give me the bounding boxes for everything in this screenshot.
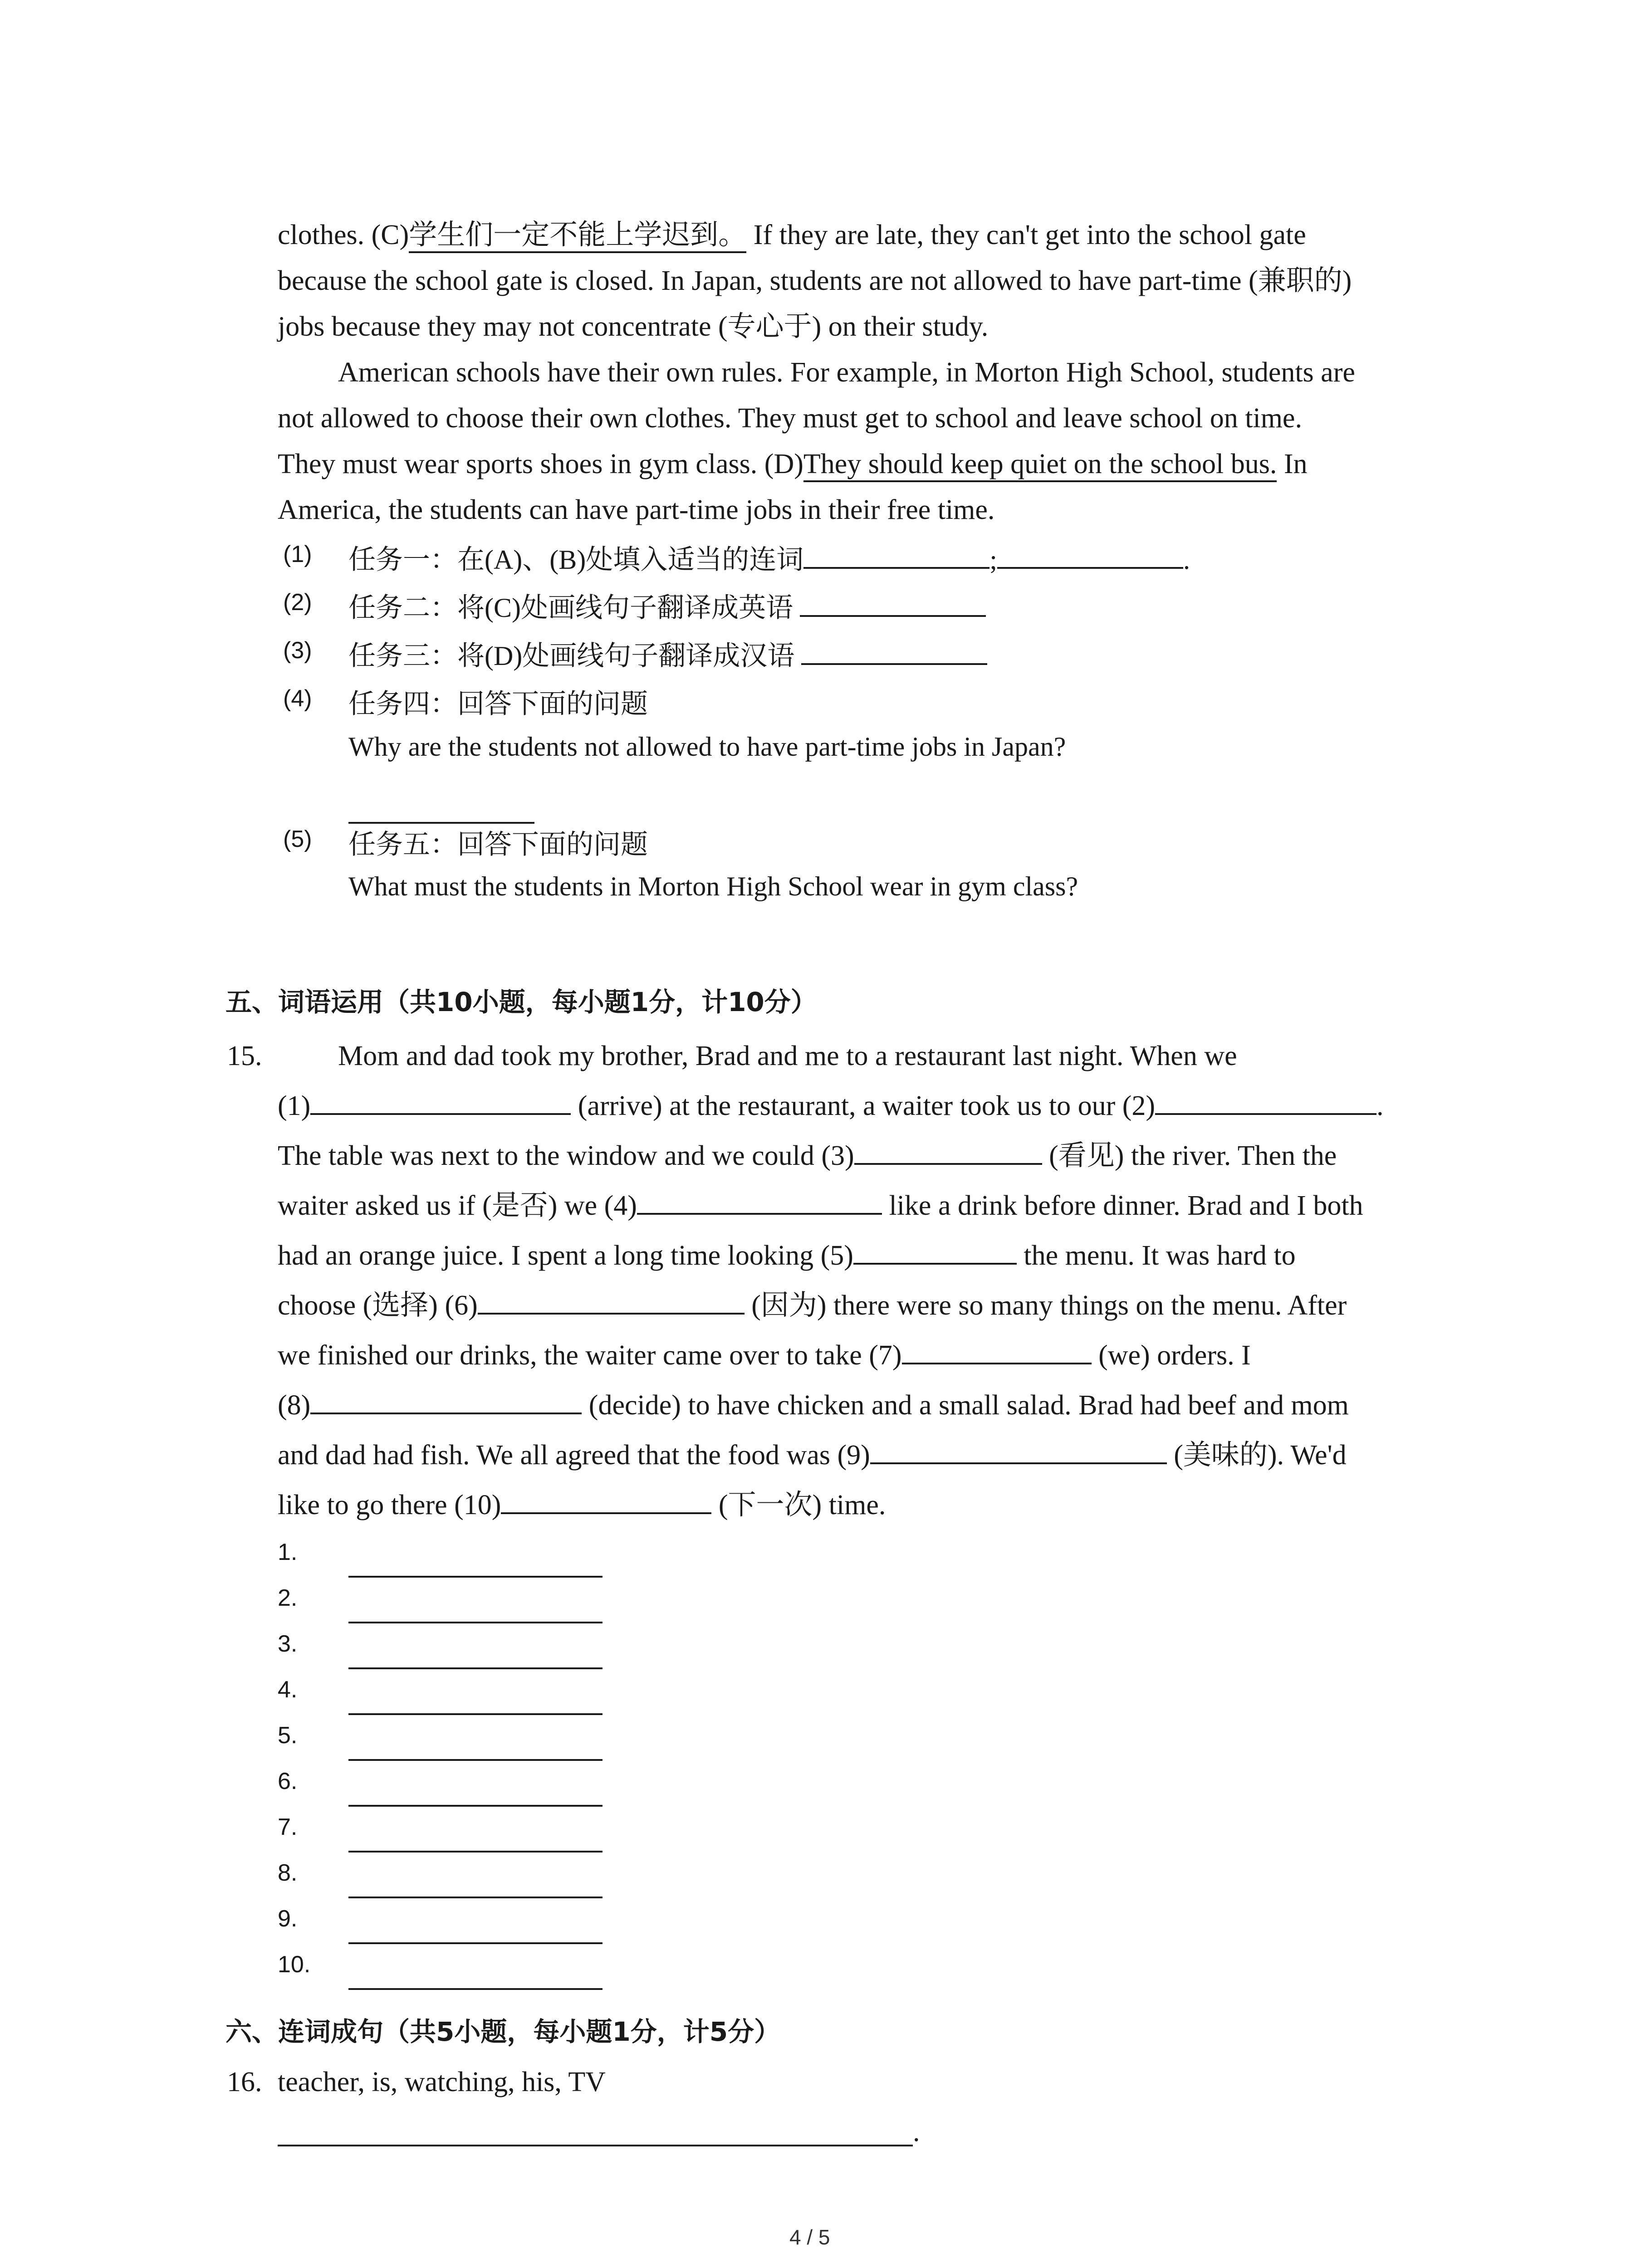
task-3-blank[interactable] — [801, 636, 987, 665]
section-5-title: 五、词语运用（共10小题，每小题1分，计10分） — [225, 987, 817, 1017]
cloze-line-1: Mom and dad took my brother, Brad and me to a restaurant last night. When we — [338, 1041, 1237, 1071]
underlined-sentence-c: 学生们一定不能上学迟到。 — [409, 220, 746, 253]
cloze-line-5: had an orange juice. I spent a long time looking (5) the menu. It was hard to — [278, 1231, 1296, 1281]
question-15-number: 15. — [227, 1041, 262, 1071]
answer-line-8[interactable] — [348, 1897, 603, 1898]
answer-line-1[interactable] — [348, 1576, 603, 1578]
passage-line-2: because the school gate is closed. In Japan, students are not allowed to have part-time (兼职的) — [278, 265, 1352, 296]
answer-line-4[interactable] — [348, 1713, 603, 1715]
task-4: 任务四：回答下面的问题 — [348, 689, 648, 719]
cloze-line-6: choose (选择) (6) (因为) there were so many things on the menu. After — [278, 1281, 1347, 1330]
question-16-number: 16. — [227, 2067, 262, 2097]
passage-line-4: American schools have their own rules. For example, in Morton High School, students are — [338, 357, 1355, 388]
answer-label-8: 8. — [278, 1860, 298, 1886]
passage-line-1: clothes. (C)学生们一定不能上学迟到。 If they are late, they can't get into the school gate — [278, 212, 1306, 258]
cloze-blank-1[interactable] — [310, 1086, 571, 1115]
answer-line-9[interactable] — [348, 1942, 603, 1944]
cloze-blank-2[interactable] — [1155, 1086, 1376, 1115]
cloze-line-9: and dad had fish. We all agreed that the food was (9) (美味的). We'd — [278, 1430, 1347, 1480]
task-2-number: (2) — [283, 589, 312, 616]
answer-label-9: 9. — [278, 1906, 298, 1932]
cloze-blank-3[interactable] — [854, 1136, 1042, 1165]
task-5-number: (5) — [283, 826, 312, 852]
cloze-line-8: (8) (decide) to have chicken and a small salad. Brad had beef and mom — [278, 1380, 1349, 1430]
answer-label-1: 1. — [278, 1539, 298, 1565]
cloze-line-4: waiter asked us if (是否) we (4) like a drink before dinner. Brad and I both — [278, 1181, 1363, 1231]
cloze-blank-5[interactable] — [853, 1236, 1017, 1265]
cloze-blank-8[interactable] — [310, 1385, 582, 1414]
question-16-period: . — [913, 2116, 920, 2147]
task-1-blank-a[interactable] — [803, 540, 989, 569]
passage-line-3: jobs because they may not concentrate (专心于) on their study. — [278, 311, 989, 342]
answer-line-3[interactable] — [348, 1667, 603, 1669]
task-4-question: Why are the students not allowed to have part-time jobs in Japan? — [348, 732, 1066, 762]
task-1-number: (1) — [283, 541, 312, 567]
cloze-blank-7[interactable] — [902, 1335, 1092, 1364]
task-1: 任务一：在(A)、(B)处填入适当的连词 ; . — [348, 538, 1190, 577]
cloze-blank-9[interactable] — [870, 1435, 1167, 1464]
answer-label-6: 6. — [278, 1768, 298, 1794]
task-1-blank-b[interactable] — [997, 540, 1183, 569]
answer-label-5: 5. — [278, 1722, 298, 1749]
page-number: 4 / 5 — [789, 2225, 830, 2249]
answer-label-4: 4. — [278, 1677, 298, 1703]
cloze-line-3: The table was next to the window and we could (3) (看见) the river. Then the — [278, 1131, 1337, 1181]
answer-line-6[interactable] — [348, 1805, 603, 1807]
answer-label-10: 10. — [278, 1951, 311, 1978]
answer-label-2: 2. — [278, 1585, 298, 1611]
task-3: 任务三：将(D)处画线句子翻译成汉语 — [348, 634, 987, 673]
task-5: 任务五：回答下面的问题 — [348, 830, 648, 860]
answer-line-10[interactable] — [348, 1988, 603, 1990]
question-16-words: teacher, is, watching, his, TV — [278, 2067, 606, 2097]
answer-line-5[interactable] — [348, 1759, 603, 1761]
cloze-blank-4[interactable] — [637, 1186, 882, 1215]
cloze-blank-10[interactable] — [501, 1485, 711, 1514]
answer-label-7: 7. — [278, 1814, 298, 1840]
cloze-line-7: we finished our drinks, the waiter came over to take (7) (we) orders. I — [278, 1330, 1251, 1380]
task-2-blank[interactable] — [800, 588, 986, 617]
answer-label-3: 3. — [278, 1631, 298, 1657]
question-16-answer-line[interactable] — [278, 2145, 913, 2146]
passage-line-6: They must wear sports shoes in gym class. (D)They should keep quiet on the school bus. In — [278, 441, 1308, 487]
passage-line-5: not allowed to choose their own clothes. They must get to school and leave school on time. — [278, 403, 1302, 434]
task-3-number: (3) — [283, 637, 312, 664]
task-2: 任务二：将(C)处画线句子翻译成英语 — [348, 586, 986, 625]
section-6-title: 六、连词成句（共5小题，每小题1分，计5分） — [225, 2016, 781, 2047]
task-5-question: What must the students in Morton High School wear in gym class? — [348, 871, 1078, 901]
cloze-line-2: (1) (arrive) at the restaurant, a waiter took us to our (2) . — [278, 1081, 1384, 1131]
passage-line-7: America, the students can have part-time jobs in their free time. — [278, 494, 995, 525]
cloze-line-10: like to go there (10) (下一次) time. — [278, 1480, 886, 1530]
task-4-number: (4) — [283, 685, 312, 712]
cloze-blank-6[interactable] — [478, 1286, 745, 1315]
answer-line-2[interactable] — [348, 1622, 603, 1623]
underlined-sentence-d: They should keep quiet on the school bus. — [803, 449, 1277, 482]
answer-line-7[interactable] — [348, 1851, 603, 1853]
